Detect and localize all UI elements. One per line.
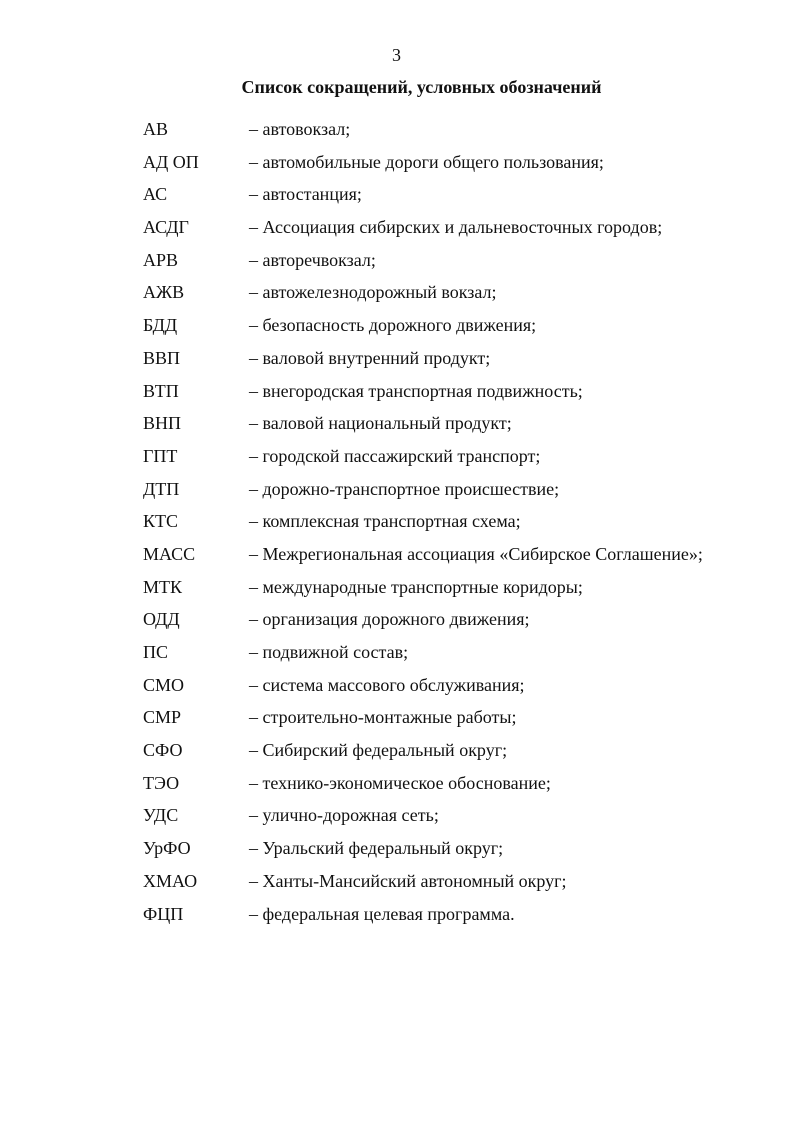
abbreviation-term: АС [143, 184, 168, 205]
list-item [0, 509, 793, 542]
list-item [0, 379, 793, 412]
abbreviation-definition: – автовокзал; [249, 119, 351, 139]
abbreviation-term: МТК [143, 576, 183, 597]
list-item [0, 444, 793, 477]
page-number: 3 [392, 45, 401, 65]
abbreviation-definition: – безопасность дорожного движения; [249, 315, 537, 336]
abbreviation-term: БДД [143, 315, 178, 336]
list-item [0, 150, 793, 183]
abbreviation-term: ГПТ [143, 445, 178, 466]
list-item [0, 836, 793, 869]
abbreviation-definition: – Сибирский федеральный округ; [249, 740, 508, 761]
list-item [0, 902, 793, 935]
abbreviation-term: ВНП [143, 413, 182, 434]
list-item [0, 640, 793, 673]
abbreviation-definition: – технико-экономическое обоснование; [249, 772, 551, 793]
abbreviation-term: ВВП [143, 347, 181, 368]
abbreviation-definition: – внегородская транспортная подвижность; [249, 380, 583, 401]
list-item [0, 803, 793, 836]
abbreviation-definition: – валовой национальный продукт; [249, 413, 512, 434]
list-item [0, 313, 793, 346]
abbreviation-definition: – комплексная транспортная схема; [249, 511, 521, 532]
abbreviation-definition: – строительно-монтажные работы; [249, 707, 517, 728]
abbreviation-term: СМО [143, 674, 185, 695]
list-item [0, 673, 793, 706]
list-item [0, 280, 793, 313]
abbreviation-definition: – организация дорожного движения; [249, 609, 530, 630]
abbreviation-term: ВТП [143, 380, 179, 401]
abbreviation-term: АЖВ [143, 282, 185, 303]
list-item [0, 575, 793, 608]
abbreviation-definition: – автостанция; [249, 184, 362, 205]
list-item [0, 477, 793, 510]
abbreviation-term: ПС [143, 642, 169, 662]
list-item [0, 215, 793, 248]
list-item [0, 248, 793, 281]
abbreviation-definition: – авторечвокзал; [249, 249, 376, 270]
list-item [0, 738, 793, 771]
abbreviation-term: ФЦП [143, 903, 184, 924]
list-item [0, 411, 793, 444]
list-item [0, 182, 793, 215]
abbreviation-definition: – валовой внутренний продукт; [249, 347, 491, 368]
abbreviation-definition: – автожелезнодорожный вокзал; [249, 282, 497, 303]
abbreviation-term: ОДД [143, 609, 180, 630]
abbreviation-list [0, 117, 793, 934]
list-item [0, 869, 793, 902]
list-item [0, 705, 793, 738]
list-item [0, 117, 793, 150]
abbreviation-term: ДТП [143, 478, 180, 499]
abbreviation-term: СМР [143, 707, 182, 728]
abbreviation-definition: – дорожно-транспортное происшествие; [249, 478, 560, 499]
abbreviation-term: АД ОП [143, 151, 199, 172]
abbreviation-definition: – Уральский федеральный округ; [249, 838, 504, 859]
abbreviation-term: ТЭО [143, 772, 180, 793]
abbreviation-term: УДС [143, 805, 179, 826]
abbreviation-definition: – Ханты-Мансийский автономный округ; [249, 870, 567, 891]
list-item [0, 346, 793, 379]
abbreviation-definition: – Межрегиональная ассоциация «Сибирское Соглашение»; [249, 543, 703, 564]
abbreviation-definition: – международные транспортные коридоры; [249, 576, 583, 597]
list-item [0, 542, 793, 575]
page-title: Список сокращений, условных обозначений [241, 77, 602, 97]
abbreviation-definition: – система массового обслуживания; [249, 674, 525, 695]
abbreviation-definition: – подвижной состав; [249, 642, 409, 662]
abbreviation-term: СФО [143, 740, 183, 761]
abbreviation-term: АВ [143, 119, 169, 139]
list-item [0, 607, 793, 640]
list-item [0, 771, 793, 804]
abbreviation-definition: – Ассоциация сибирских и дальневосточных городов; [249, 217, 663, 238]
abbreviation-term: ХМАО [143, 870, 198, 891]
abbreviation-term: АСДГ [143, 217, 189, 238]
abbreviation-term: КТС [143, 511, 179, 532]
abbreviation-definition: – городской пассажирский транспорт; [249, 445, 541, 466]
abbreviation-term: АРВ [143, 249, 179, 270]
abbreviation-definition: – улично-дорожная сеть; [249, 805, 439, 826]
abbreviation-term: УрФО [143, 838, 191, 859]
abbreviation-term: МАСС [143, 543, 196, 564]
abbreviation-definition: – федеральная целевая программа. [249, 903, 515, 924]
abbreviation-definition: – автомобильные дороги общего пользования; [249, 151, 604, 172]
